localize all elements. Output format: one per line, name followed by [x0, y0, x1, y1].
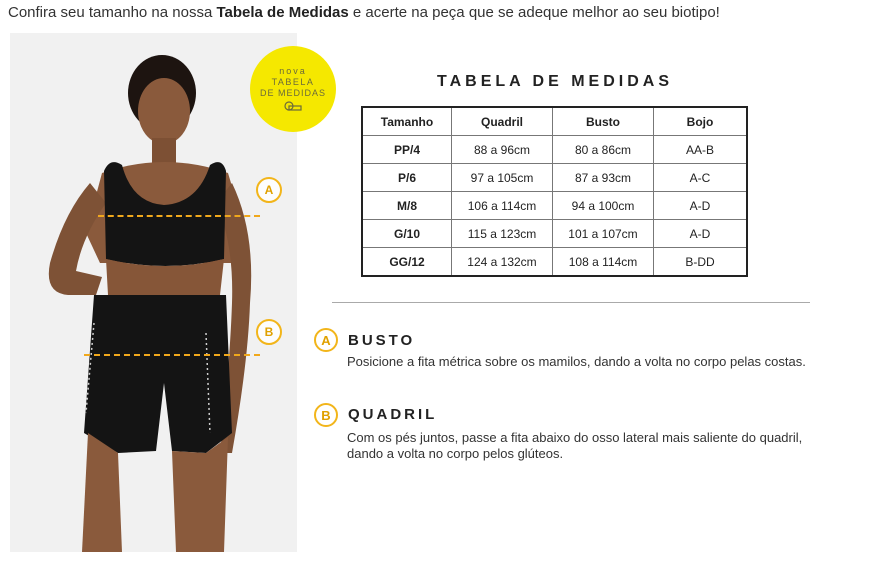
table-title: TABELA DE MEDIDAS [437, 73, 673, 90]
cell-size: M/8 [362, 192, 452, 220]
table-row [362, 136, 747, 164]
cell-quadril: 88 a 96cm [452, 136, 553, 164]
quadril-letter: B [321, 407, 331, 423]
tape-measure-icon [284, 101, 302, 112]
header-tamanho: Tamanho [362, 107, 452, 136]
cell-size: GG/12 [362, 248, 452, 277]
busto-measure-line [98, 215, 260, 217]
intro-after: e acerte na peça que se adeque melhor ao seu biotipo! [348, 4, 720, 21]
intro-before: Confira seu tamanho na nossa [8, 4, 217, 21]
cell-quadril: 97 a 105cm [452, 164, 553, 192]
quadril-letter-badge [314, 403, 338, 427]
photo-marker-b-label: B [264, 325, 274, 339]
quadril-description-line-1: Com os pés juntos, passe a fita abaixo do osso lateral mais saliente do quadril, [347, 430, 803, 445]
cell-size: PP/4 [362, 136, 452, 164]
nova-tabela-badge [250, 46, 336, 132]
table-row [362, 164, 747, 192]
busto-letter-badge [314, 328, 338, 352]
cell-busto: 94 a 100cm [553, 192, 654, 220]
cell-quadril: 115 a 123cm [452, 220, 553, 248]
cell-busto: 87 a 93cm [553, 164, 654, 192]
cell-bojo: A-D [654, 220, 748, 248]
cell-busto: 101 a 107cm [553, 220, 654, 248]
cell-busto: 108 a 114cm [553, 248, 654, 277]
table-row [362, 220, 747, 248]
photo-marker-a-label: A [264, 183, 274, 197]
header-busto: Busto [553, 107, 654, 136]
quadril-description-line-2: dando a volta no corpo pelos glúteos. [347, 446, 564, 461]
cell-bojo: A-C [654, 164, 748, 192]
model-photo [10, 33, 297, 552]
busto-title: BUSTO [348, 332, 416, 349]
header-quadril: Quadril [452, 107, 553, 136]
table-header-row [362, 107, 747, 136]
size-table [361, 106, 748, 277]
busto-description: Posicione a fita métrica sobre os mamilos, dando a volta no corpo pelas costas. [347, 354, 806, 369]
cell-bojo: AA-B [654, 136, 748, 164]
cell-bojo: A-D [654, 192, 748, 220]
intro-bold: Tabela de Medidas [216, 4, 349, 21]
cell-size: P/6 [362, 164, 452, 192]
table-row [362, 192, 747, 220]
quadril-title: QUADRIL [348, 406, 438, 423]
badge-line-3: DE MEDIDAS [259, 88, 326, 98]
header-bojo: Bojo [654, 107, 748, 136]
photo-marker-a [256, 177, 282, 203]
cell-busto: 80 a 86cm [553, 136, 654, 164]
photo-marker-b [256, 319, 282, 345]
intro-text [8, 4, 878, 21]
badge-line-1: nova [279, 66, 307, 76]
badge-line-2: TABELA [271, 77, 315, 87]
cell-size: G/10 [362, 220, 452, 248]
model-figure [10, 33, 297, 552]
section-divider [332, 302, 810, 303]
quadril-measure-line [84, 354, 260, 356]
busto-letter: A [321, 332, 331, 348]
cell-quadril: 124 a 132cm [452, 248, 553, 277]
table-row [362, 248, 747, 277]
cell-quadril: 106 a 114cm [452, 192, 553, 220]
cell-bojo: B-DD [654, 248, 748, 277]
